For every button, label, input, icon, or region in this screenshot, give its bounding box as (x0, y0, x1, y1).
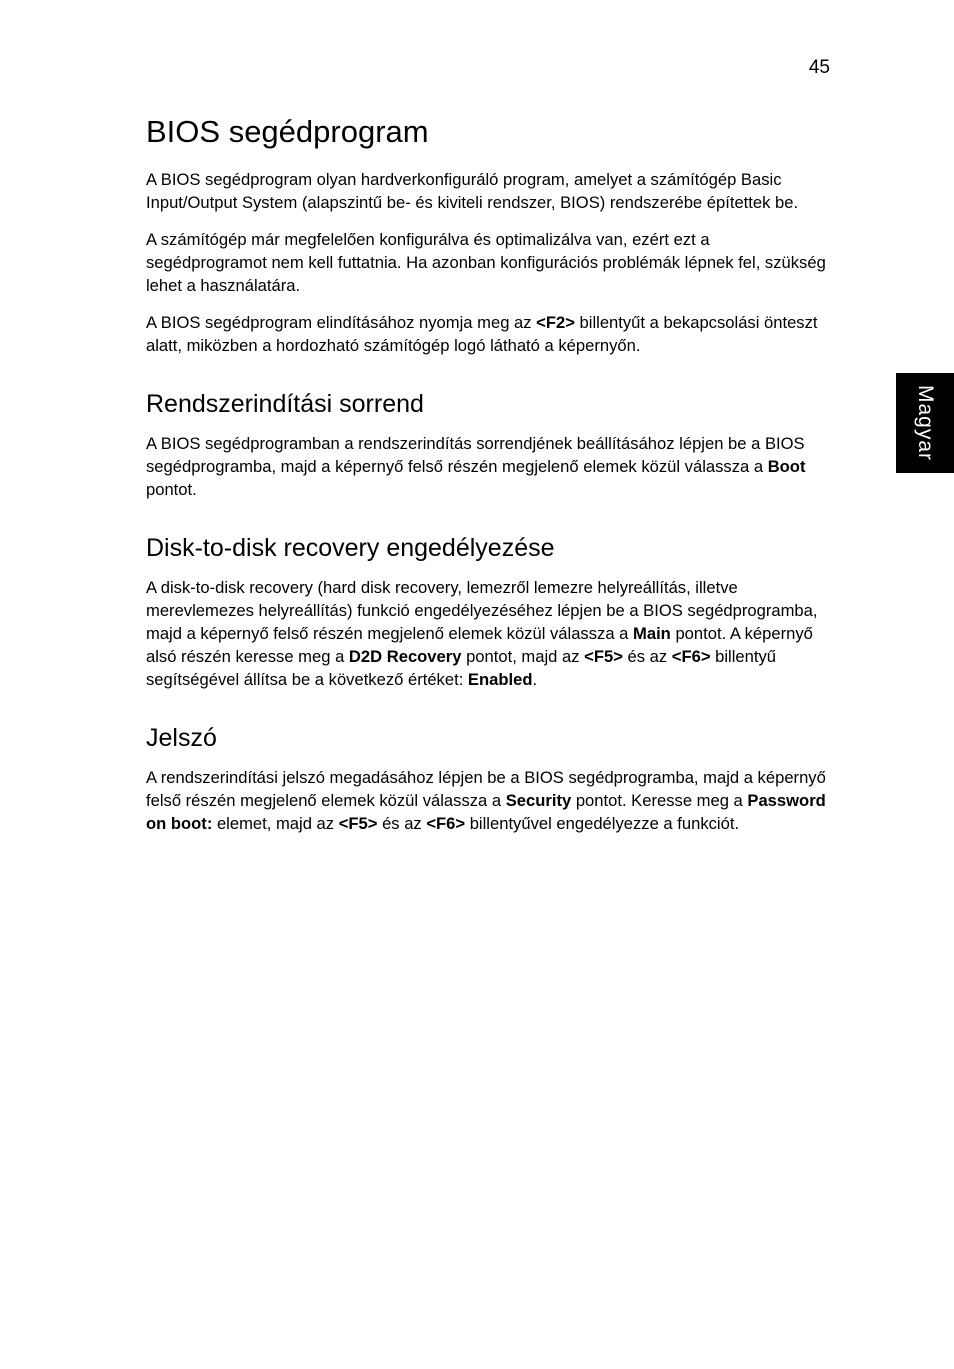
bold-term: Enabled (467, 670, 533, 689)
text-run: A BIOS segédprogramban a rendszerindítás sorrendjének beállításához lépjen be a BIOS segédprogramba, majd a képernyő felső részén megjelenő elemek közül válassza a (146, 434, 805, 476)
section-heading: Disk-to-disk recovery engedélyezése (146, 534, 555, 562)
text-run: pontot. (146, 480, 197, 499)
bold-term: Main (633, 624, 671, 643)
bold-term: <F5> (584, 647, 623, 666)
body-paragraph (146, 766, 834, 835)
text-run: és az (377, 814, 427, 833)
text-run: és az (622, 647, 672, 666)
bold-term: D2D Recovery (348, 647, 462, 666)
language-tab-label: Magyar (914, 384, 937, 462)
page-content (146, 112, 834, 866)
bold-term: <F6> (426, 814, 466, 833)
text-run: billentyű segítségével állítsa be a következő értéket: (146, 647, 777, 689)
page-title: BIOS segédprogram (146, 114, 429, 149)
text-run: billentyűt a bekapcsolási önteszt alatt, miközben a hordozható számítógép logó látható a képernyőn. (146, 313, 818, 355)
bold-term: Boot (767, 457, 806, 476)
text-run: A disk-to-disk recovery (hard disk recovery, lemezről lemezre helyreállítás, illetve merevlemezes helyreállítás) funkció engedélyezéséhez lépjen be a BIOS segédprogramba, majd a képernyő felső részén megjelenő elemek közül válassza a (146, 578, 818, 643)
body-paragraph (146, 576, 834, 691)
text-run: billentyűvel engedélyezze a funkciót. (465, 814, 740, 833)
text-run: pontot. Keresse meg a (571, 791, 748, 810)
text-run: A BIOS segédprogram olyan hardverkonfiguráló program, amelyet a számítógép Basic Input/Output System (alapszintű be- és kiviteli rendszer, BIOS) rendszerébe építettek be. (146, 170, 799, 212)
text-run: elemet, majd az (212, 814, 339, 833)
text-run: A számítógép már megfelelően konfigurálva és optimalizálva van, ezért ezt a segédprogramot nem kell futtatnia. Ha azonban konfigurációs problémák lépnek fel, szükség lehet a használatára. (146, 230, 826, 295)
bold-term: Security (505, 791, 572, 810)
language-tab (896, 373, 954, 473)
section-heading: Rendszerindítási sorrend (146, 390, 424, 418)
text-run: A rendszerindítási jelszó megadásához lépjen be a BIOS segédprogramba, majd a képernyő felső részén megjelenő elemek közül válassza a (146, 768, 826, 810)
bold-term: <F6> (671, 647, 711, 666)
body-paragraph (146, 432, 834, 501)
text-run: A BIOS segédprogram elindításához nyomja meg az (146, 313, 537, 332)
bold-term: <F2> (536, 313, 575, 332)
text-run: pontot. A képernyő alsó részén keresse meg a (146, 624, 813, 666)
text-run: . (532, 670, 538, 689)
bold-term: Password on boot: (146, 791, 826, 833)
body-paragraph (146, 168, 834, 214)
body-paragraph (146, 311, 834, 357)
page-number: 45 (808, 57, 830, 78)
text-run: pontot, majd az (461, 647, 585, 666)
bold-term: <F5> (338, 814, 378, 833)
section-heading: Jelszó (146, 724, 217, 752)
body-paragraph (146, 228, 834, 297)
